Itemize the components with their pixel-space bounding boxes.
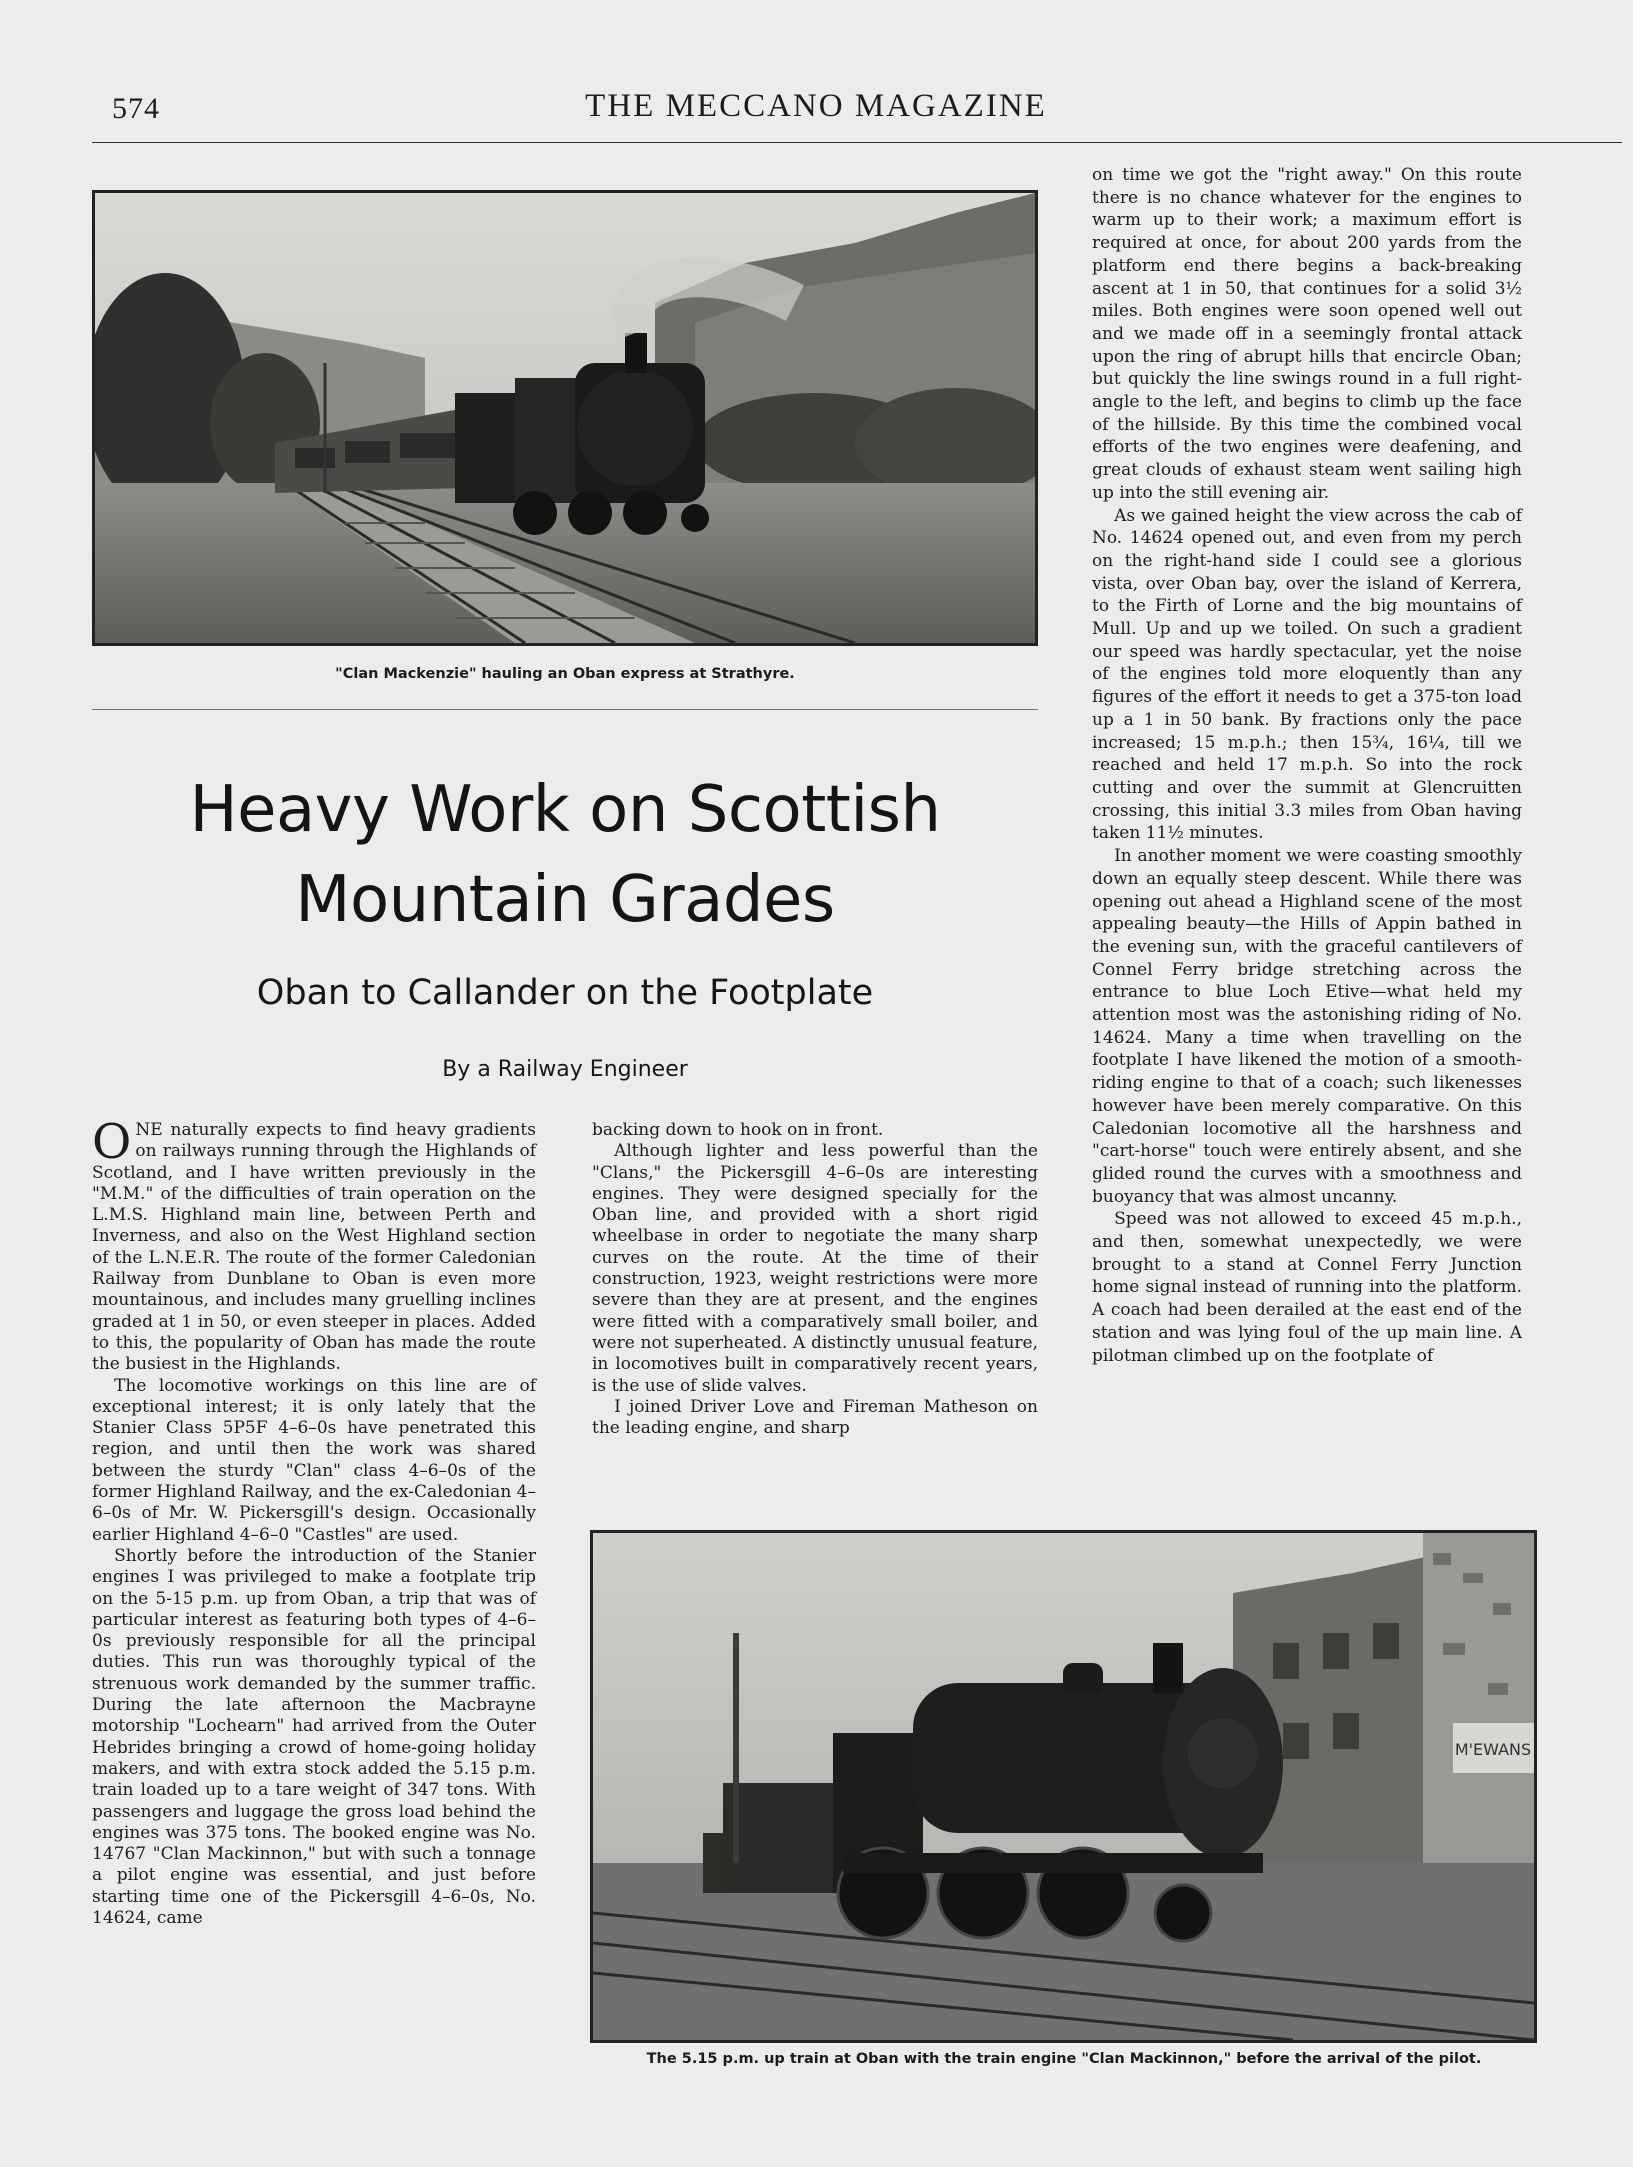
text-column-right [1092, 164, 1522, 1367]
paragraph-9: In another moment we were coasting smoothly down an equally steep descent. While there was opening out ahead a Highland scene of the most appealing beauty—the Hills of Appin bathed in the evening sun, with the graceful cantilevers of Connel Ferry bridge stretching across the entrance to blue Loch Etive—what held my attention most was the astonishing riding of No. 14624. Many a time when travelling on the footplate I have likened the motion of a smooth-riding engine to that of a coach; such likenesses however have been merely comparative. On this Caledonian locomotive all the harshness and "cart-horse" touch were entirely absent, and she glided round the curves with a smoothness and buoyancy that was almost uncanny. [1092, 846, 1522, 1207]
paragraph-5: Although lighter and less powerful than the "Clans," the Pickersgill 4–6–0s are interesting engines. They were designed specially for the Oban line, and provided with a short rigid wheelbase in order to negotiate the many sharp curves on the route. At the time of their construction, 1923, weight restrictions were more severe than they are at present, and the engines were fitted with a comparatively small boiler, and were not superheated. A distinctly unusual feature, in locomotives built in comparatively recent years, is the use of slide valves. [592, 1141, 1038, 1396]
article-byline: By a Railway Engineer [442, 1057, 688, 1082]
article-headline [92, 765, 1038, 945]
locomotive-photo-bottom [593, 1533, 1534, 2040]
article-subtitle: Oban to Callander on the Footplate [256, 973, 874, 1013]
paragraph-2: The locomotive workings on this line are of exceptional interest; it is only lately that the Stanier Class 5P5F 4–6–0s have penetrated this region, and until then the work was shared between the sturdy "Clan" class 4–6–0s of the former Highland Railway, and the ex-Caledonian 4–6–0s of Mr. W. Pickersgill's design. Occasionally earlier Highland 4–6–0 "Castles" are used. [92, 1375, 536, 1545]
paragraph-6: I joined Driver Love and Fireman Matheson on the leading engine, and sharp [592, 1396, 1038, 1439]
drop-cap: O [92, 1114, 132, 1170]
paragraph-7: on time we got the "right away." On this route there is no chance whatever for the engines to warm up to their work; a maximum effort is required at once, for about 200 yards from the platform end there begins a back-breaking ascent at 1 in 50, that continues for a solid 3½ miles. Both engines were soon opened well out and we made off in a seemingly frontal attack upon the ring of abrupt hills that encircle Oban; but quickly the line swings round in a full right-angle to the left, and begins to climb up the face of the hillside. By this time the combined vocal efforts of the two engines were deafening, and great clouds of exhaust steam went sailing high up into the still evening air. [1092, 165, 1522, 503]
text-column-left [92, 1114, 536, 1929]
wall-poster-text: M'EWANS [1454, 1740, 1532, 1759]
paragraph-10: Speed was not allowed to exceed 45 m.p.h., and then, somewhat unexpectedly, we were brought to a stand at Connel Ferry Junction home signal instead of running into the platform. A coach had been derailed at the east end of the station and was lying foul of the up main line. A pilotman climbed up on the footplate of [1092, 1209, 1522, 1366]
headline-line-1: Heavy Work on Scottish [189, 773, 941, 847]
running-head: THE MECCANO MAGAZINE [585, 88, 1047, 124]
photo-clan-mackenzie [92, 190, 1038, 646]
paragraph-1: ONE naturally expects to find heavy gradients on railways running through the Highlands of Scotland, and I have written previously in the "M.M." of the difficulties of train operation on the L.M.S. Highland main line, between Perth and Inverness, and also on the West Highland section of the L.N.E.R. The route of the former Caledonian Railway from Dunblane to Oban is even more mountainous, and includes many gruelling inclines graded at 1 in 50, or even steeper in places. Added to this, the popularity of Oban has made the route the busiest in the Highlands. [92, 1114, 536, 1375]
header-rule [92, 142, 1622, 143]
paragraph-8: As we gained height the view across the cab of No. 14624 opened out, and even from my perch on the right-hand side I could see a glorious vista, over Oban bay, over the island of Kerrera, to the Firth of Lorne and the big mountains of Mull. Up and up we toiled. On such a gradient our speed was hardly spectacular, yet the noise of the engines told more eloquently than any figures of the effort it needs to get a 375-ton load up a 1 in 50 bank. By fractions only the pace increased; 15 m.p.h.; then 15¾, 16¼, till we reached and held 17 m.p.h. So into the rock cutting and over the summit at Glencruitten crossing, this initial 3.3 miles from Oban having taken 11½ minutes. [1092, 505, 1522, 844]
locomotive-photo-top [95, 193, 1035, 643]
paragraph-4: backing down to hook on in front. [592, 1120, 884, 1140]
headline-line-2: Mountain Grades [295, 863, 835, 937]
title-rule [92, 709, 1038, 710]
photo-clan-mackinnon [590, 1530, 1537, 2043]
paragraph-3: Shortly before the introduction of the Stanier engines I was privileged to make a footplate trip on the 5-15 p.m. up from Oban, a trip that was of particular interest as featuring both types of 4–6–0s previously responsible for all the principal duties. This run was thoroughly typical of the strenuous work demanded by the summer traffic. During the late afternoon the Macbrayne motorship "Lochearn" had arrived from the Outer Hebrides bringing a crowd of home-going holiday makers, and with extra stock added the 5.15 p.m. train loaded up to a tare weight of 347 tons. With passengers and luggage the gross load behind the engines was 375 tons. The booked engine was No. 14767 "Clan Mackinnon," but with such a tonnage a pilot engine was essential, and just before starting time one of the Pickersgill 4–6–0s, No. 14624, came [92, 1545, 536, 1928]
text-column-middle [592, 1120, 1038, 1439]
page-number: 574 [112, 92, 160, 125]
photo-caption-bottom: The 5.15 p.m. up train at Oban with the train engine "Clan Mackinnon," before the arrival of the pilot. [646, 2051, 1482, 2067]
photo-caption-top: "Clan Mackenzie" hauling an Oban express at Strathyre. [335, 666, 795, 682]
